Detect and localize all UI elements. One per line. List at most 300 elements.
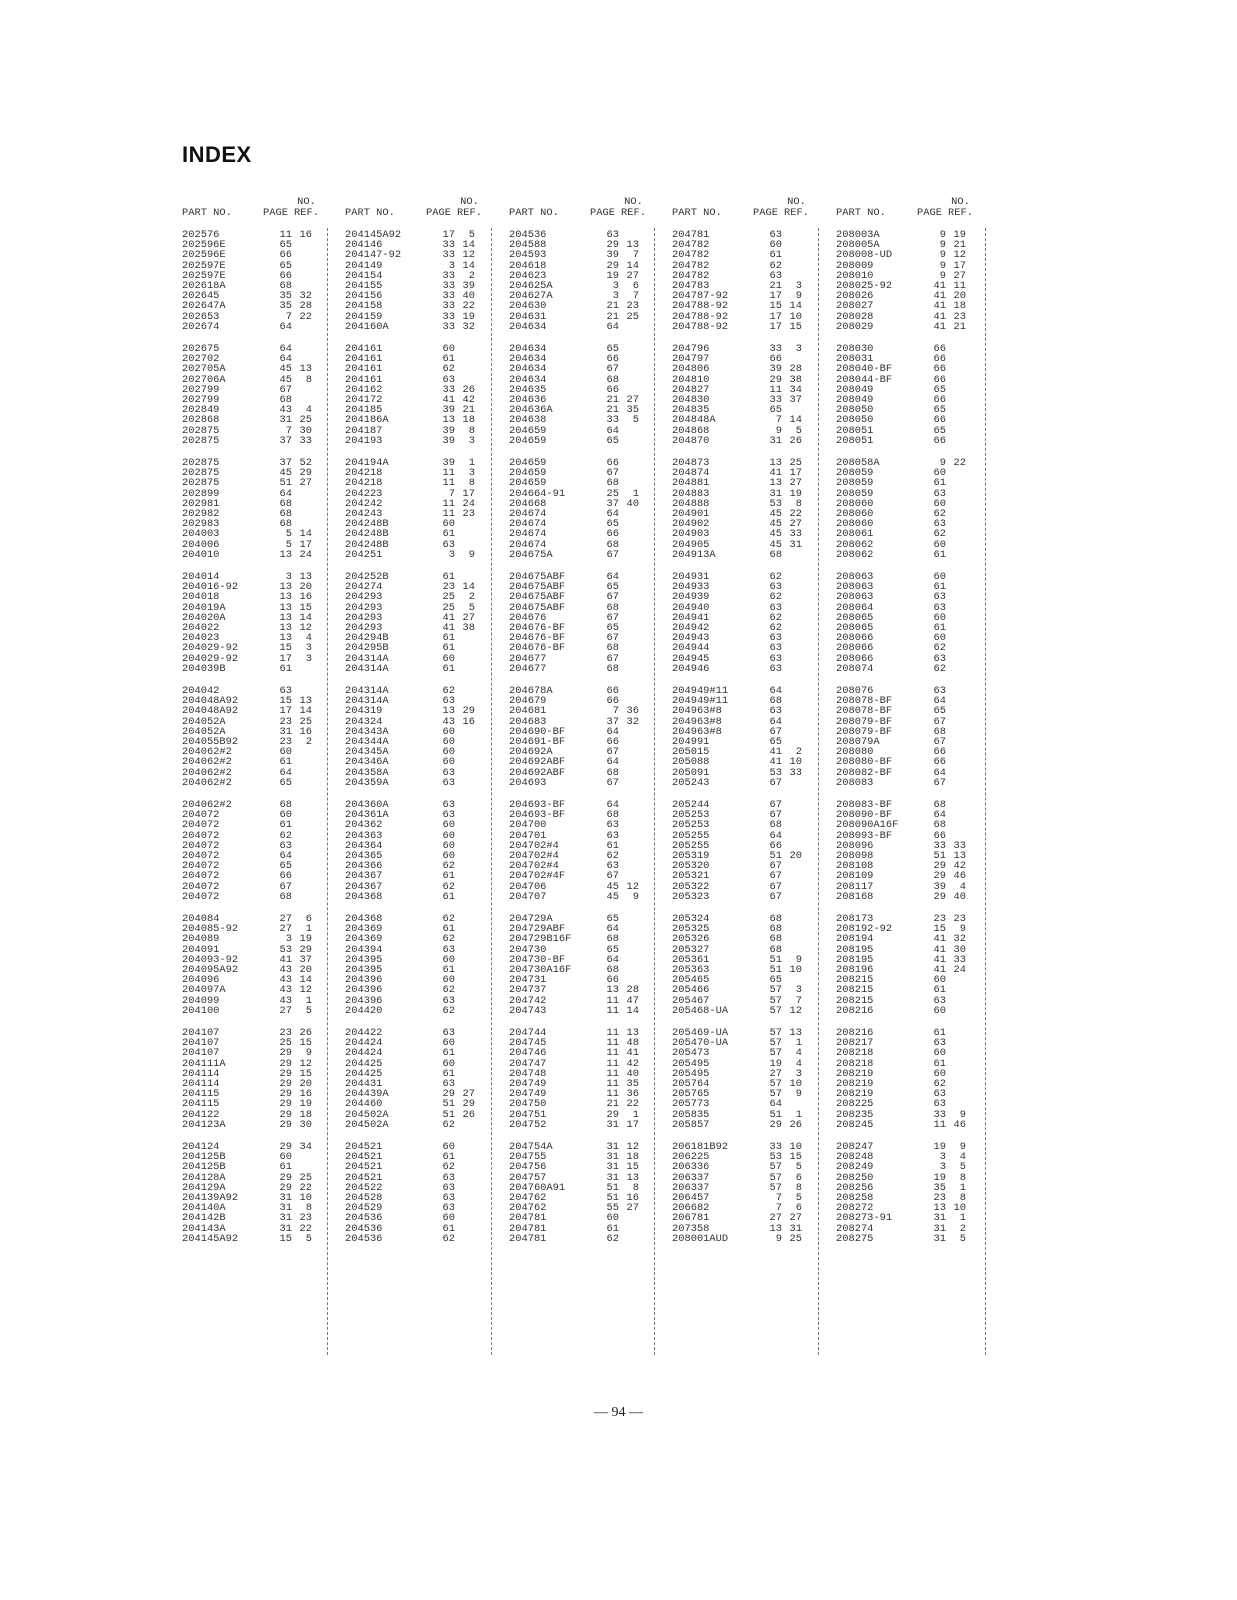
part-number: 204757 xyxy=(509,1171,547,1184)
part-number: 204752 xyxy=(509,1118,547,1131)
page-number: 7 xyxy=(775,1202,782,1215)
part-number: 204089 xyxy=(182,933,220,946)
page-number: 33 xyxy=(442,300,455,313)
part-number: 204528 xyxy=(345,1191,383,1204)
no-label: NO. xyxy=(297,196,316,208)
page-number: 29 xyxy=(279,1141,292,1153)
part-no-header: PART NO. xyxy=(836,207,886,219)
part-number: 204693-BF xyxy=(509,799,566,811)
ref-number: 3 xyxy=(305,642,312,655)
part-number: 208215 xyxy=(836,974,874,987)
ref-number: 1 xyxy=(795,1108,802,1121)
part-number: 202706A xyxy=(182,373,226,386)
page-number: 64 xyxy=(606,320,619,333)
entry-group xyxy=(509,1142,672,1256)
page-number: 60 xyxy=(442,756,455,769)
page-number: 13 xyxy=(769,457,782,469)
part-number: 208218 xyxy=(836,1057,874,1070)
page-number: 61 xyxy=(442,353,455,366)
ref-number: 20 xyxy=(789,849,802,862)
part-number: 208028 xyxy=(836,310,874,323)
part-number: 204368 xyxy=(345,913,383,925)
entry-group xyxy=(345,344,508,458)
index-entry xyxy=(182,1120,345,1130)
ref-number: 33 xyxy=(789,766,802,779)
ref-number: 12 xyxy=(953,249,966,262)
ref-number: 10 xyxy=(789,1141,802,1153)
part-number: 202799 xyxy=(182,393,220,406)
page-number: 64 xyxy=(933,809,946,822)
ref-number: 12 xyxy=(299,1057,312,1070)
page-number: 63 xyxy=(442,373,455,386)
part-number: 204634 xyxy=(509,353,547,366)
part-number: 208079A xyxy=(836,735,880,748)
part-number: 204625A xyxy=(509,279,553,292)
part-number: 205764 xyxy=(672,1077,710,1090)
index-entry xyxy=(182,415,345,425)
page-number: 51 xyxy=(442,1098,455,1111)
page-number: 60 xyxy=(933,1047,946,1060)
page-number: 23 xyxy=(279,1027,292,1039)
page-number: 63 xyxy=(933,591,946,604)
part-number: 208090-BF xyxy=(836,809,893,822)
page-number: 61 xyxy=(769,249,782,262)
ref-number: 18 xyxy=(953,300,966,313)
page-number: 29 xyxy=(606,259,619,272)
part-number: 208066 xyxy=(836,652,874,665)
part-number: 204146 xyxy=(345,239,383,252)
part-number: 204359A xyxy=(345,776,389,789)
index-entry xyxy=(509,1099,672,1109)
part-number: 204751 xyxy=(509,1108,547,1121)
part-number: 204942 xyxy=(672,621,710,634)
no-label: NO. xyxy=(787,196,806,208)
ref-number: 25 xyxy=(789,1232,802,1245)
page-number: 67 xyxy=(606,870,619,883)
index-entry xyxy=(836,643,999,653)
ref-number: 2 xyxy=(468,591,475,604)
part-number: 205495 xyxy=(672,1057,710,1070)
page-number: 61 xyxy=(606,839,619,852)
page-number: 63 xyxy=(769,229,782,241)
part-no-header: PART NO. xyxy=(345,207,395,219)
part-number: 205015 xyxy=(672,746,710,759)
ref-number: 31 xyxy=(789,538,802,551)
page-number: 68 xyxy=(769,923,782,936)
part-number: 204252B xyxy=(345,571,389,583)
part-number: 205857 xyxy=(672,1118,710,1131)
part-number: 205319 xyxy=(672,849,710,862)
page-header: PAGE xyxy=(426,207,451,219)
page-number: 33 xyxy=(769,343,782,355)
ref-no-header xyxy=(784,197,809,219)
ref-number: 15 xyxy=(789,320,802,333)
part-number: 204424 xyxy=(345,1037,383,1050)
index-entry xyxy=(182,301,345,311)
ref-number: 14 xyxy=(789,300,802,313)
part-number: 204346A xyxy=(345,756,389,769)
ref-number: 28 xyxy=(789,363,802,376)
page-number: 17 xyxy=(769,320,782,333)
index-entry xyxy=(182,778,345,788)
entry-group xyxy=(182,572,345,686)
part-number: 204781 xyxy=(509,1222,547,1235)
part-number: 204314A xyxy=(345,652,389,665)
part-number: 204743 xyxy=(509,1004,547,1017)
page-header: PAGE xyxy=(753,207,778,219)
entry-group xyxy=(182,344,345,458)
part-number: 202875 xyxy=(182,457,220,469)
entry-group xyxy=(836,800,999,914)
part-number: 208272 xyxy=(836,1202,874,1215)
page-number: 63 xyxy=(442,1202,455,1215)
part-number: 204062#2 xyxy=(182,766,232,779)
part-number: 208215 xyxy=(836,994,874,1007)
part-number: 204659 xyxy=(509,434,547,447)
ref-number: 27 xyxy=(626,393,639,406)
page-number: 63 xyxy=(442,766,455,779)
page-number: 60 xyxy=(933,1004,946,1017)
page-number: 41 xyxy=(279,953,292,966)
part-number: 204115 xyxy=(182,1088,220,1101)
entry-group xyxy=(672,1142,835,1256)
page-number: 62 xyxy=(769,591,782,604)
index-entry xyxy=(509,1006,672,1016)
page-number: 67 xyxy=(606,776,619,789)
ref-number: 27 xyxy=(789,477,802,490)
ref-number: 2 xyxy=(305,735,312,748)
part-number: 204124 xyxy=(182,1141,220,1153)
index-entry xyxy=(836,529,999,539)
ref-number: 1 xyxy=(632,487,639,500)
page-number: 17 xyxy=(769,290,782,303)
ref-number: 15 xyxy=(789,1151,802,1164)
part-number: 205320 xyxy=(672,860,710,873)
page-number: 11 xyxy=(933,1118,946,1131)
index-entry xyxy=(836,778,999,788)
page-number: 62 xyxy=(442,363,455,376)
entry-group xyxy=(672,686,835,800)
no-label: NO. xyxy=(460,196,479,208)
part-number: 204787-92 xyxy=(672,290,729,303)
ref-number: 7 xyxy=(632,290,639,303)
ref-number: 8 xyxy=(795,1181,802,1194)
page-number: 15 xyxy=(279,695,292,708)
page-number: 68 xyxy=(606,963,619,976)
index-entry xyxy=(509,301,672,311)
page-number: 66 xyxy=(933,414,946,427)
ref-number: 22 xyxy=(299,1181,312,1194)
part-number: 204010 xyxy=(182,548,220,561)
entry-group xyxy=(345,1142,508,1256)
index-entry xyxy=(345,1213,508,1223)
part-number: 208009 xyxy=(836,259,874,272)
part-number: 204881 xyxy=(672,477,710,490)
part-number: 204630 xyxy=(509,300,547,313)
ref-number: 32 xyxy=(953,933,966,946)
page-number: 68 xyxy=(606,477,619,490)
part-number: 208079-BF xyxy=(836,725,893,738)
part-number: 202875 xyxy=(182,467,220,480)
part-number: 204940 xyxy=(672,601,710,614)
page-number: 63 xyxy=(769,662,782,675)
page-number: 43 xyxy=(279,404,292,417)
part-number: 208060 xyxy=(836,497,874,510)
ref-number: 16 xyxy=(299,725,312,738)
part-number: 204062#2 xyxy=(182,776,232,789)
part-number: 204319 xyxy=(345,705,383,718)
ref-no-header xyxy=(948,197,973,219)
page-number: 63 xyxy=(279,839,292,852)
page-number: 68 xyxy=(933,819,946,832)
ref-number: 6 xyxy=(795,1171,802,1184)
page-number: 60 xyxy=(442,819,455,832)
page-number: 61 xyxy=(933,984,946,997)
ref-number: 42 xyxy=(626,1057,639,1070)
page-number: 66 xyxy=(606,383,619,396)
entry-group xyxy=(509,344,672,458)
page-number: 45 xyxy=(769,507,782,520)
page-number: 63 xyxy=(933,601,946,614)
part-number: 205253 xyxy=(672,819,710,832)
page-number: 41 xyxy=(769,756,782,769)
part-number: 202868 xyxy=(182,414,220,427)
part-number: 208195 xyxy=(836,943,874,956)
part-number: 204782 xyxy=(672,259,710,272)
page-number: 62 xyxy=(279,829,292,842)
part-number: 208008-UD xyxy=(836,249,893,262)
page-number: 31 xyxy=(933,1212,946,1225)
page-number: 29 xyxy=(279,1181,292,1194)
page-number: 63 xyxy=(606,829,619,842)
page-number: 35 xyxy=(279,300,292,313)
part-number: 208218 xyxy=(836,1047,874,1060)
page-number: 63 xyxy=(933,685,946,697)
page-number: 41 xyxy=(769,746,782,759)
index-entry xyxy=(509,415,672,425)
page-number: 60 xyxy=(442,1141,455,1153)
page-number: 41 xyxy=(933,300,946,313)
part-number: 204746 xyxy=(509,1047,547,1060)
page-number: 39 xyxy=(442,457,455,469)
index-entry xyxy=(509,1213,672,1223)
part-number: 204420 xyxy=(345,1004,383,1017)
page-number: 65 xyxy=(279,259,292,272)
part-number: 208216 xyxy=(836,1027,874,1039)
part-number: 204781 xyxy=(509,1232,547,1245)
page-number: 62 xyxy=(606,1232,619,1245)
part-number: 204874 xyxy=(672,467,710,480)
page-number: 23 xyxy=(933,1191,946,1204)
part-number: 204114 xyxy=(182,1067,220,1080)
ref-number: 9 xyxy=(959,1108,966,1121)
part-number: 204048A92 xyxy=(182,705,239,718)
index-entry xyxy=(836,892,999,902)
part-number: 204679 xyxy=(509,695,547,708)
page-number: 60 xyxy=(442,725,455,738)
part-number: 204634 xyxy=(509,373,547,386)
page-number: 29 xyxy=(933,890,946,903)
part-number: 204692ABF xyxy=(509,766,566,779)
index-entry xyxy=(182,1213,345,1223)
part-number: 208194 xyxy=(836,933,874,946)
ref-number: 5 xyxy=(959,1232,966,1245)
page-number: 62 xyxy=(769,259,782,272)
ref-number: 13 xyxy=(299,571,312,583)
page-number: 60 xyxy=(442,746,455,759)
ref-number: 20 xyxy=(299,1077,312,1090)
part-number: 204702#4 xyxy=(509,849,559,862)
part-no-header: PART NO. xyxy=(509,207,559,219)
ref-number: 16 xyxy=(462,715,475,728)
part-number: 204145A92 xyxy=(182,1232,239,1245)
part-number: 204072 xyxy=(182,870,220,883)
part-number: 204636 xyxy=(509,393,547,406)
part-number: 204755 xyxy=(509,1151,547,1164)
page-number: 43 xyxy=(279,963,292,976)
ref-number: 1 xyxy=(305,994,312,1007)
page-number: 68 xyxy=(769,913,782,925)
ref-label: REF. xyxy=(621,207,646,219)
page-number: 51 xyxy=(769,963,782,976)
index-entry xyxy=(345,436,508,446)
part-number: 204097A xyxy=(182,984,226,997)
ref-number: 14 xyxy=(299,528,312,541)
ref-number: 8 xyxy=(632,1181,639,1194)
part-number: 204888 xyxy=(672,497,710,510)
page-number: 45 xyxy=(279,373,292,386)
page-number: 39 xyxy=(933,880,946,893)
part-number: 202983 xyxy=(182,518,220,531)
page-number: 57 xyxy=(769,1181,782,1194)
index-entry xyxy=(509,1120,672,1130)
part-number: 208051 xyxy=(836,424,874,437)
page-number: 64 xyxy=(279,320,292,333)
part-number: 204123A xyxy=(182,1118,226,1131)
index-entry xyxy=(836,322,999,332)
part-number: 204294B xyxy=(345,632,389,645)
part-number: 204345A xyxy=(345,746,389,759)
part-number: 208108 xyxy=(836,860,874,873)
part-number: 208062 xyxy=(836,538,874,551)
part-number: 204702#4 xyxy=(509,860,559,873)
ref-number: 3 xyxy=(795,984,802,997)
part-number: 204143A xyxy=(182,1222,226,1235)
entry-group xyxy=(182,458,345,572)
page-number: 11 xyxy=(606,1004,619,1017)
ref-number: 28 xyxy=(626,984,639,997)
part-number: 205088 xyxy=(672,756,710,769)
column-divider xyxy=(818,228,819,1355)
page-number: 23 xyxy=(279,715,292,728)
page-number: 62 xyxy=(933,642,946,655)
ref-number: 7 xyxy=(632,249,639,262)
part-number: 204019A xyxy=(182,601,226,614)
page-number: 65 xyxy=(606,581,619,594)
ref-number: 3 xyxy=(795,343,802,355)
page-number: 68 xyxy=(279,507,292,520)
part-number: 204810 xyxy=(672,373,710,386)
page-number: 63 xyxy=(442,1027,455,1039)
index-column xyxy=(345,190,508,1256)
page-number: 35 xyxy=(933,1181,946,1194)
page-number: 62 xyxy=(442,1161,455,1174)
index-entry xyxy=(345,1120,508,1130)
index-entry xyxy=(672,529,835,539)
part-number: 205255 xyxy=(672,829,710,842)
ref-number: 22 xyxy=(789,507,802,520)
index-entry xyxy=(672,436,835,446)
page-number: 11 xyxy=(606,1027,619,1039)
part-number: 204194A xyxy=(345,457,389,469)
part-number: 204701 xyxy=(509,829,547,842)
part-number: 208083 xyxy=(836,776,874,789)
page-number: 65 xyxy=(769,735,782,748)
part-number: 204536 xyxy=(509,229,547,241)
entry-group xyxy=(345,914,508,1028)
page-number: 51 xyxy=(933,849,946,862)
part-number: 208010 xyxy=(836,269,874,282)
page-number: 9 xyxy=(939,239,946,252)
ref-number: 13 xyxy=(789,1027,802,1039)
part-number: 204052A xyxy=(182,725,226,738)
page-number: 67 xyxy=(606,591,619,604)
page-number: 64 xyxy=(606,756,619,769)
ref-number: 12 xyxy=(626,1141,639,1153)
ref-label: REF. xyxy=(294,207,319,219)
ref-number: 23 xyxy=(462,507,475,520)
page-number: 65 xyxy=(933,404,946,417)
entry-group xyxy=(509,800,672,914)
part-number: 204155 xyxy=(345,279,383,292)
part-number: 204749 xyxy=(509,1077,547,1090)
ref-number: 5 xyxy=(468,601,475,614)
part-number: 204835 xyxy=(672,404,710,417)
index-entry xyxy=(672,778,835,788)
ref-number: 27 xyxy=(626,269,639,282)
ref-number: 31 xyxy=(789,1222,802,1235)
part-number: 204020A xyxy=(182,611,226,624)
ref-number: 3 xyxy=(795,1067,802,1080)
page-number: 25 xyxy=(442,591,455,604)
page-number: 29 xyxy=(606,239,619,252)
page-number: 64 xyxy=(606,725,619,738)
part-number: 208247 xyxy=(836,1141,874,1153)
page-number: 29 xyxy=(279,1171,292,1184)
ref-number: 9 xyxy=(632,890,639,903)
part-number: 202596E xyxy=(182,249,226,262)
part-number: 204223 xyxy=(345,487,383,500)
page-number: 62 xyxy=(442,984,455,997)
part-number: 204364 xyxy=(345,839,383,852)
part-number: 204072 xyxy=(182,880,220,893)
ref-number: 5 xyxy=(305,1004,312,1017)
part-number: 204424 xyxy=(345,1047,383,1060)
page-number: 11 xyxy=(606,1067,619,1080)
ref-no-header xyxy=(294,197,319,219)
part-number: 204902 xyxy=(672,518,710,531)
page-number: 9 xyxy=(939,269,946,282)
page-number: 66 xyxy=(933,343,946,355)
page-number: 13 xyxy=(442,414,455,427)
part-number: 205255 xyxy=(672,839,710,852)
part-no-header: PART NO. xyxy=(672,207,722,219)
part-number: 204360A xyxy=(345,799,389,811)
part-number: 206225 xyxy=(672,1151,710,1164)
part-number: 204762 xyxy=(509,1202,547,1215)
part-number: 204949#11 xyxy=(672,695,729,708)
index-entry xyxy=(345,301,508,311)
